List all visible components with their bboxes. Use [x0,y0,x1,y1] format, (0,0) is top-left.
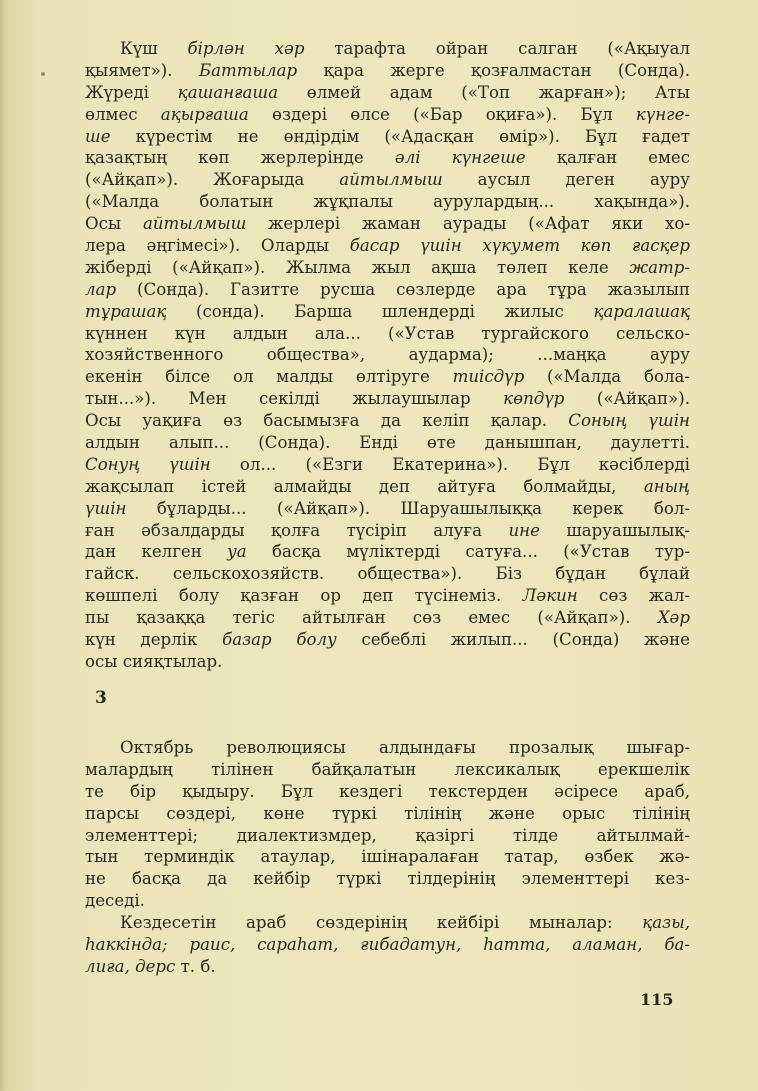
italic-text: жатр- [629,257,690,277]
text-segment: аусыл деген ауру [442,170,690,190]
text-segment: тын...»). Мен секілді жылаушылар [85,389,504,409]
text-segment: Кездесетін араб сөздерінің кейбірі мыналар: [120,913,643,933]
text-line [85,301,690,323]
text-line [85,629,690,651]
text-line [85,169,690,191]
italic-text: һаккінда; раис, сараһат, ғибадатун, һатта, аламан, ба- [85,935,690,955]
text-line [85,890,690,912]
text-segment: жерлері жаман аурады («Афат яки хо- [246,214,690,234]
italic-text: қаралашақ [593,301,690,321]
text-segment: («Малда бола- [524,367,691,387]
italic-text: ше [85,126,111,146]
text-line [85,651,690,673]
text-line [85,846,690,868]
italic-text: тиісдүр [452,367,525,387]
text-line [85,82,690,104]
italic-text: базар болу [222,630,337,650]
text-line [85,607,690,629]
paragraph-3 [85,912,690,978]
text-segment: жіберді («Айқап»). Жылма жыл ақша төлеп келе [85,257,630,277]
text-segment: Осы уақиға өз басымызға да келіп қалар. [85,411,569,431]
text-segment: бұларды... («Айқап»). Шаруашылыққа керек бол- [126,498,690,518]
text-segment: парсы сөздері, көне түркі тілінің және орыс тілінің [85,803,690,823]
text-segment: пы қазаққа тегіс айтылған сөз емес («Айқап»). [85,608,658,628]
text-segment: күрестім не өндірдім («Адасқан өмір»). Бұл ғадет [110,126,690,146]
text-segment: күннен күн алдын ала... («Устав тургайского сельско- [85,323,690,343]
italic-text: қазы, [642,913,690,933]
text-segment: осы сияқтылар. [85,651,223,671]
italic-text: әлі күнгеше [394,148,526,168]
italic-text: күнге- [635,104,690,124]
section-number: 3 [95,688,107,708]
text-line [85,563,690,585]
text-segment: басқа мүліктерді сатуға... («Устав тур- [246,542,690,562]
text-segment: күн дерлік [85,630,223,650]
text-line [85,476,690,498]
text-segment: (Сонда). Газитте русша сөзлерде ара тұра жазылып [116,279,690,299]
text-line [85,585,690,607]
text-segment: қыямет»). [85,60,199,80]
text-line [85,956,690,978]
italic-text: айтылмыш [142,214,247,234]
text-segment: тарафта ойран салган («Ақыуал [304,39,691,58]
text-segment: те бір қыдыру. Бұл кездегі текстерден әсіресе араб, [85,781,690,801]
text-segment: т. б. [175,956,216,976]
text-line [85,934,690,956]
text-segment: гайск. сельскохозяйств. общества»). Біз бұдан бұлай [85,564,690,584]
text-segment: Октябрь революциясы алдындағы прозалық шығар- [120,738,690,757]
text-line [85,737,690,759]
text-segment: шаруашылық- [539,520,690,540]
text-segment: не басқа да кейбір түркі тілдерінің элементтері кез- [85,869,690,889]
text-line [85,235,690,257]
text-line [85,410,690,432]
text-line [85,432,690,454]
italic-text: аның [643,476,690,496]
text-segment: жақсылап істей алмайды деп айтуға болмайды, [85,476,644,496]
text-segment: Осы [85,214,143,234]
text-segment: («Айқап»). Жоғарыда [85,170,340,190]
text-segment: (сонда). Барша шлендерді жилыс [166,301,594,321]
italic-text: тұрашақ [85,301,167,321]
italic-text: лиға, дерс [85,956,176,976]
text-segment: өздері өлсе («Бар оқиға»). Бұл [248,104,636,124]
italic-text: көпдүр [503,389,565,409]
text-line [85,191,690,213]
text-line [85,257,690,279]
text-line [85,366,690,388]
paragraph-1 [85,38,690,673]
text-line [85,520,690,542]
text-segment: себеблі жилып... (Сонда) және [336,630,691,650]
text-segment: дан келген [85,542,228,562]
text-segment: өлмес [85,104,161,124]
text-segment: ған әбзалдарды қолға түсіріп алуға [85,520,509,540]
text-line [85,147,690,169]
text-line [85,803,690,825]
italic-text: Соның үшін [568,411,690,431]
text-segment: малардың тілінен байқалатын лексикалық ерекшелік [85,759,690,779]
text-segment: тын терминдік атаулар, ішінаралаған татар, өзбек жә- [85,847,690,867]
italic-text: Лəкин [522,586,578,606]
text-segment: өлмей адам («Топ жарған»); Аты [278,82,690,102]
text-segment: деседі. [85,891,145,911]
text-line [85,213,690,235]
scan-speck [41,72,45,76]
text-segment: алдын алып... (Сонда). Енді өте данышпан, даулетті. [85,433,690,453]
text-line [85,868,690,890]
text-segment: екенін білсе ол малды өлтіруге [85,367,453,387]
italic-text: ине [508,520,540,540]
italic-text: ақырғаша [160,104,249,124]
text-line [85,454,690,476]
text-line [85,279,690,301]
text-segment: хозяйственного общества», аударма); ...маңқа ауру [85,345,690,365]
text-line [85,60,690,82]
text-line [85,912,690,934]
text-line [85,498,690,520]
text-segment: Күш [120,39,188,58]
text-line [85,126,690,148]
text-segment: ол... («Езги Екатерина»). Бұл кәсіблерді [210,454,690,474]
italic-text: үшін [85,498,127,518]
italic-text: Сонуң үшін [85,454,211,474]
text-line [85,38,690,60]
italic-text: Хәр [657,608,690,628]
page-number: 115 [640,990,674,1009]
text-segment: Жүреді [85,82,178,102]
text-segment: («Малда болатын жұқпалы аурулардың... хақында»). [85,192,690,212]
paragraph-2 [85,737,690,912]
text-line [85,759,690,781]
italic-text: уа [227,542,247,562]
text-line [85,541,690,563]
italic-text: басар үшін хүкумет көп ғасқер [349,236,690,256]
text-line [85,344,690,366]
italic-text: айтылмыш [339,170,443,190]
text-segment: қазақтың көп жерлерінде [85,148,395,168]
text-segment: лера әңгімесі»). Оларды [85,236,350,256]
paragraph-2-3 [85,737,690,978]
text-segment: көшпелі болу қазған ор деп түсінеміз. [85,586,523,606]
text-segment: қалған емес [525,148,690,168]
text-line [85,104,690,126]
italic-text: Баттылар [198,60,298,80]
text-segment: қара жерге қозғалмастан (Сонда). [297,60,690,80]
text-line [85,388,690,410]
italic-text: бірлән хәр [187,39,305,58]
text-segment: («Айқап»). [564,389,691,409]
text-line [85,323,690,345]
text-segment: элементтері; диалектизмдер, қазіргі тілде айтылмай- [85,825,690,845]
italic-text: қашанғаша [177,82,279,102]
text-segment: сөз жал- [577,586,690,606]
italic-text: лар [85,279,117,299]
text-line [85,781,690,803]
text-line [85,825,690,847]
